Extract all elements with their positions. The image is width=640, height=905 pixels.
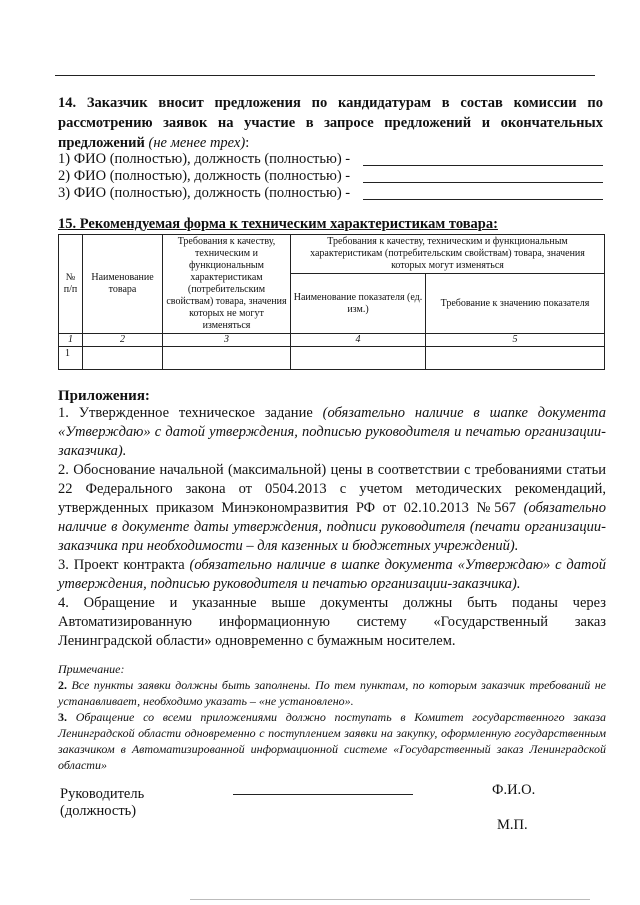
signature-line: [233, 794, 413, 795]
appendix-list: [58, 404, 606, 651]
row-1-requirement: [426, 347, 605, 370]
col-number-4: 4: [291, 334, 426, 347]
fio-blank-2: [363, 182, 603, 183]
table-row: [59, 347, 605, 370]
stamp-label: М.П.: [497, 817, 528, 833]
section-15-heading: 15. Рекомендуемая форма к техническим характеристикам товара:: [58, 216, 498, 232]
row-1-num: 1: [59, 347, 83, 370]
appendix-item-4: 4. Обращение и указанные выше документы должны быть поданы через Автоматизированную информационную систему «Государственный заказ Ленинградской области» одновременно с бумажным носителем.: [58, 595, 606, 649]
header-fixed-requirements: Требования к качеству, техническим и функциональным характеристикам (потребительским свойствам) товара, значения которых не могут изменяться: [163, 235, 291, 334]
header-num: № п/п: [59, 235, 83, 334]
fio-item-3: 3) ФИО (полностью), должность (полностью) -: [58, 185, 351, 201]
bottom-rule: [190, 899, 590, 900]
signature-fio-label: Ф.И.О.: [492, 782, 536, 798]
fio-item-2: 2) ФИО (полностью), должность (полностью) -: [58, 168, 351, 184]
col-number-3: 3: [163, 334, 291, 347]
signature-head-title: Руководитель: [60, 786, 145, 802]
appendix-item-3-text: 3. Проект контракта: [58, 557, 190, 573]
appendix-item-3: [58, 556, 606, 594]
note-3-text: Обращение со всеми приложениями должно поступать в Комитет государственного заказа Ленинградской области одновременно с поступлением заявки на закупку, оформленную государственным заказчиком в Автоматизированной информационной системе «Государственный заказ Ленинградской области»: [58, 710, 606, 772]
note-2-text: Все пункты заявки должны быть заполнены. По тем пунктам, по которым заказчик требований не устанавливает, необходимо указать – «не установлено».: [58, 678, 606, 708]
notes-block: [58, 661, 606, 773]
header-indicator: Наименование показателя (ед. изм.): [291, 274, 426, 334]
row-1-indicator: [291, 347, 426, 370]
note-2-num: 2.: [58, 678, 67, 692]
header-requirement-value: Требование к значению показателя: [426, 274, 605, 334]
header-variable-requirements: Требования к качеству, техническим и функциональным характеристикам (потребительским свойствам) товара, значения которых могут изменяться: [291, 235, 605, 274]
note-3: [58, 709, 606, 773]
appendix-title: Приложения:: [58, 388, 150, 404]
section-14-tail: :: [245, 135, 250, 151]
appendix-item-1-text: 1. Утвержденное техническое задание: [58, 405, 323, 421]
col-number-1: 1: [59, 334, 83, 347]
note-3-num: 3.: [58, 710, 67, 724]
row-1-fixed: [163, 347, 291, 370]
note-2: [58, 677, 606, 709]
header-name: Наименование товара: [83, 235, 163, 334]
row-1-name: [83, 347, 163, 370]
fio-item-1: 1) ФИО (полностью), должность (полностью) -: [58, 151, 351, 167]
section-14-heading-text: 14. Заказчик вносит предложения по кандидатурам в состав комиссии по рассмотрению заявок на участие в запросе предложений и окончательных предложений: [58, 95, 603, 151]
col-number-5: 5: [426, 334, 605, 347]
col-number-2: 2: [83, 334, 163, 347]
fio-blank-1: [363, 165, 603, 166]
section-14-heading: [58, 93, 603, 153]
signature-head-position: (должность): [60, 803, 137, 819]
appendix-item-3-note: (обязательно наличие в шапке документа «Утверждаю» с датой утверждения, подписью руководителя и печатью организации-заказчика).: [58, 557, 606, 592]
fio-blank-3: [363, 199, 603, 200]
appendix-item-1: [58, 404, 606, 461]
top-rule: [55, 75, 595, 76]
spec-table: [58, 234, 605, 370]
appendix-item-2-note: (обязательно наличие в документе даты утверждения, подписи руководителя (печати организации-заказчика при необходимости – для казенных и бюджетных учреждений).: [58, 500, 606, 554]
notes-title: Примечание:: [58, 662, 125, 676]
section-14-note: (не менее трех): [148, 135, 246, 151]
appendix-item-1-note: (обязательно наличие в шапке документа «Утверждаю» с датой утверждения, подписью руководителя и печатью организации-заказчика).: [58, 405, 606, 459]
appendix-item-2: [58, 461, 606, 556]
appendix-item-2-text: 2. Обоснование начальной (максимальной) цены в соответствии с требованиями статьи 22 Федерального закона от 0504.2013 с учетом методических рекомендаций, утвержденных приказом Минэкономразвития РФ от 02.10.2013 №567: [58, 462, 606, 516]
